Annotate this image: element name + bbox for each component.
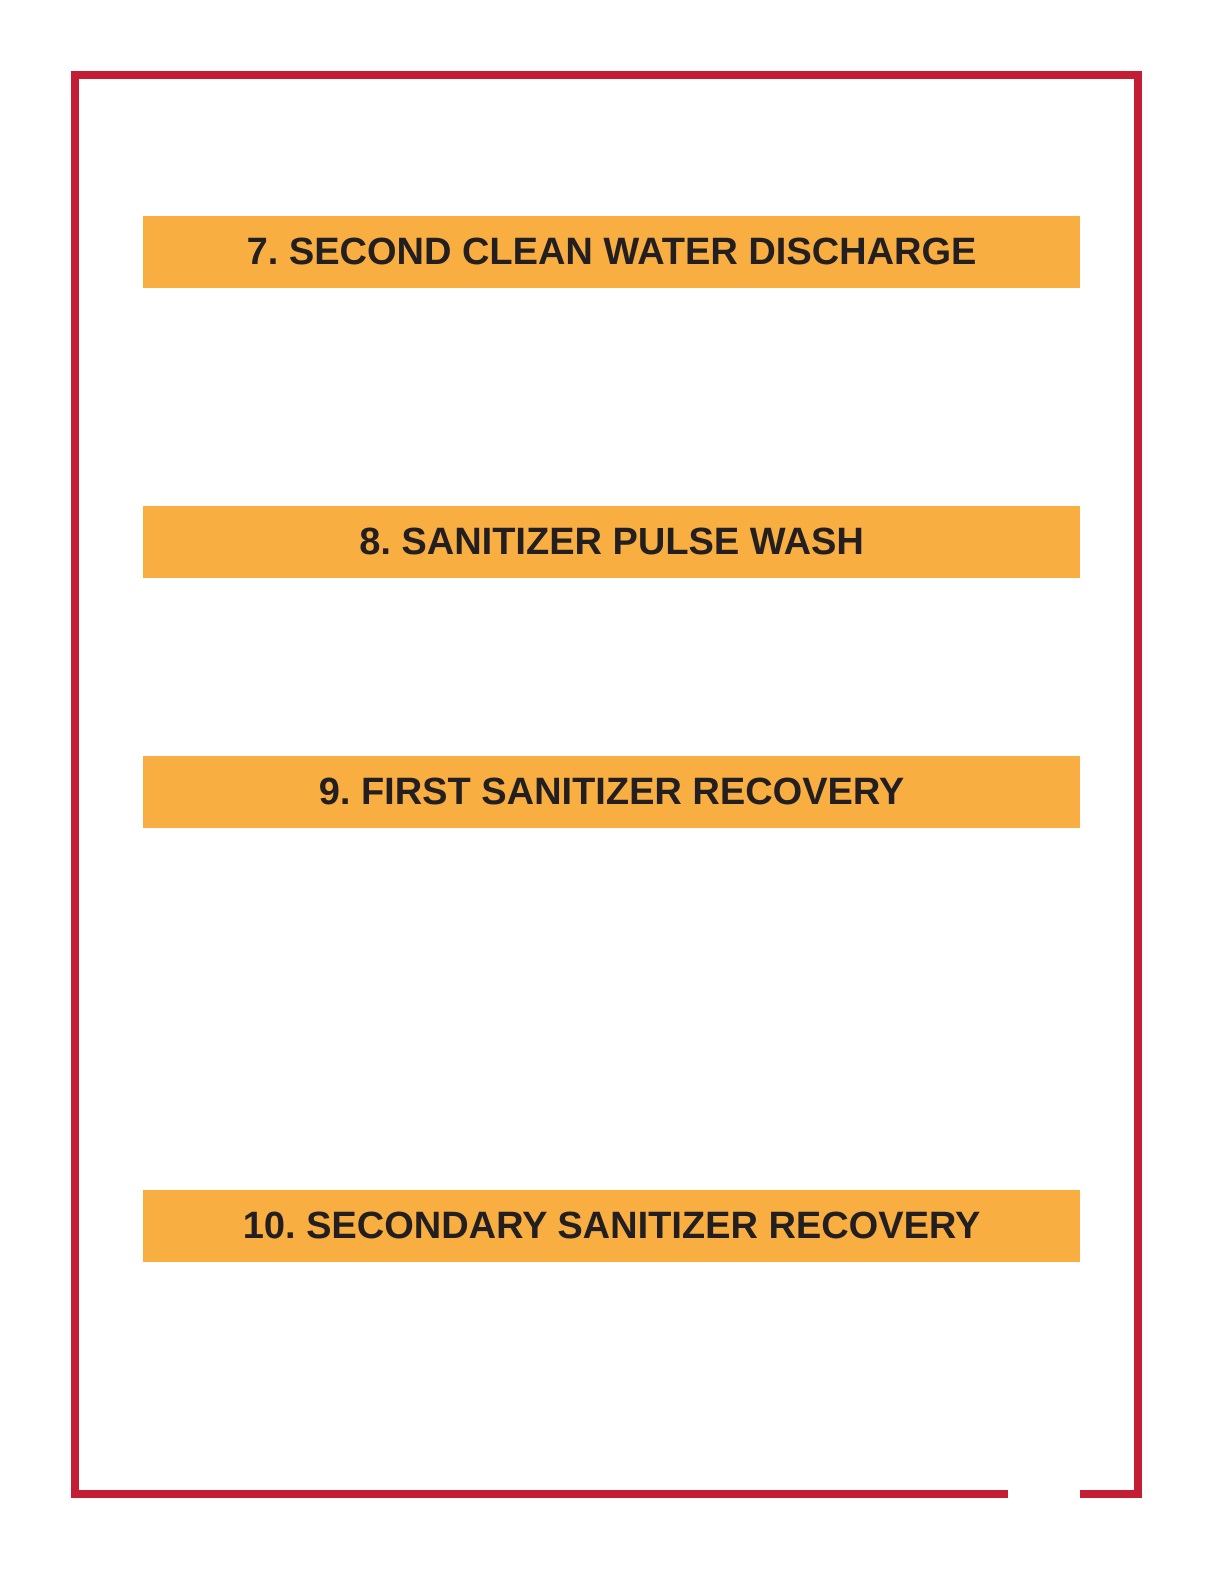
section-heading-banner xyxy=(143,506,1080,578)
page-frame-top xyxy=(71,71,1142,79)
section-heading-title: 8. SANITIZER PULSE WASH xyxy=(359,520,864,563)
section-heading-title: 10. SECONDARY SANITIZER RECOVERY xyxy=(242,1204,981,1247)
section-heading-title: 7. SECOND CLEAN WATER DISCHARGE xyxy=(246,230,977,273)
section-heading-title: 9. FIRST SANITIZER RECOVERY xyxy=(318,770,905,813)
page-frame-left xyxy=(71,71,79,1498)
section-heading-banner xyxy=(143,216,1080,288)
section-heading-banner xyxy=(143,756,1080,828)
page-frame-right xyxy=(1134,71,1142,1498)
page-frame-bottom-right xyxy=(1080,1490,1142,1498)
section-heading-banner xyxy=(143,1190,1080,1262)
page-frame-bottom-left xyxy=(71,1490,1008,1498)
